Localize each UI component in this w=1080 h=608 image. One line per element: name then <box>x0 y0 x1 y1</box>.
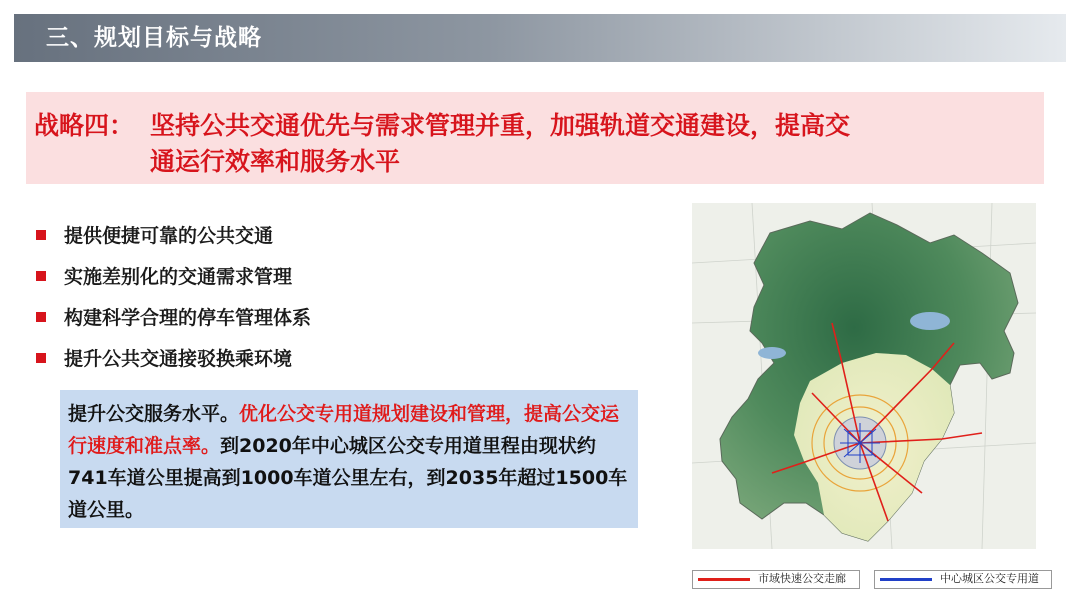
legend-label: 市域快速公交走廊 <box>758 572 846 585</box>
list-item <box>34 296 311 337</box>
legend-red-line-icon <box>698 578 750 581</box>
bullet-list <box>34 214 311 378</box>
legend-blue-line-icon <box>880 578 932 581</box>
legend-label: 中心城区公交专用道 <box>940 572 1039 585</box>
reservoir-shape <box>758 347 786 359</box>
list-item-text: 构建科学合理的停车管理体系 <box>64 307 312 329</box>
red-square-bullet-icon <box>36 271 46 281</box>
list-item <box>34 255 311 296</box>
list-item <box>34 214 311 255</box>
list-item-text: 实施差别化的交通需求管理 <box>64 266 293 288</box>
list-item-text: 提供便捷可靠的公共交通 <box>64 225 274 247</box>
red-square-bullet-icon <box>36 312 46 322</box>
info-text-highlight: 优化公交专用道规划建设和管理，提高公交运行速度和准点率。 <box>68 403 620 457</box>
info-text-part-1: 提升公交服务水平。 <box>68 403 240 425</box>
map-graphic <box>692 203 1036 549</box>
strategy-label: 战略四： <box>34 111 135 140</box>
reservoir-shape <box>910 312 950 330</box>
page-title: 三、规划目标与战略 <box>46 25 262 51</box>
strategy-text-line-2: 通运行效率和服务水平 <box>150 147 401 176</box>
beijing-transit-map <box>692 203 1036 549</box>
info-text <box>68 398 628 526</box>
strategy-text-line-1: 坚持公共交通优先与需求管理并重，加强轨道交通建设，提高交 <box>150 111 851 140</box>
red-square-bullet-icon <box>36 353 46 363</box>
list-item-text: 提升公共交通接驳换乘环境 <box>64 348 293 370</box>
info-text-part-2: 到2020年中心城区公交专用道里程由现状约741车道公里提高到1000车道公里左右，到2035年超过1500车道公里。 <box>68 435 628 521</box>
list-item <box>34 337 311 378</box>
red-square-bullet-icon <box>36 230 46 240</box>
